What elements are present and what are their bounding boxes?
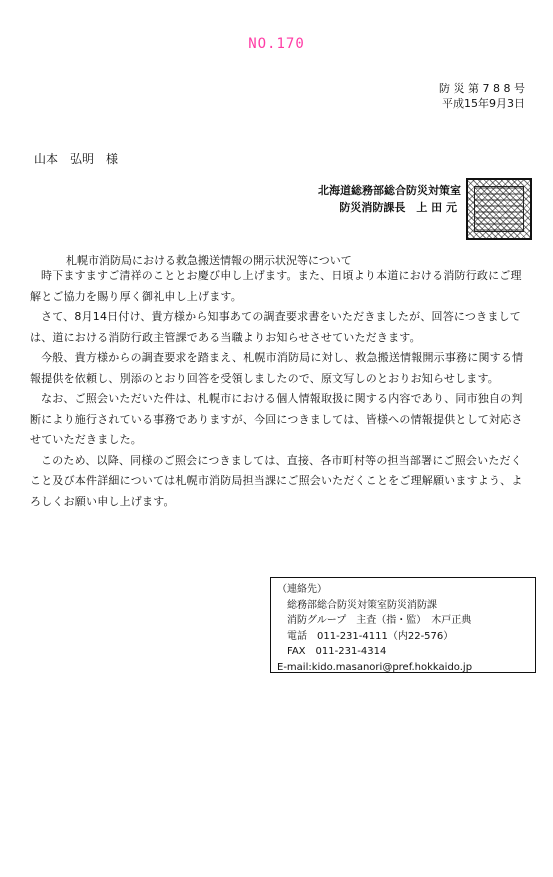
body-paragraph: 時下ますますご清祥のこととお慶び申し上げます。また、日頃より本道における消防行政にご理解とご協力を賜り厚く御礼申し上げます。 <box>30 269 522 303</box>
document-date: 平成15年9月3日 <box>442 97 525 110</box>
body-paragraph: さて、8月14日付け、貴方様から知事あての調査要求書をいただきましたが、回答につきましては、道における消防行政主管課である当職よりお知らせさせていただきます。 <box>30 310 521 344</box>
document-number: NO.170 <box>248 36 305 52</box>
letter-subject: 札幌市消防局における救急搬送情報の開示状況等について <box>66 254 352 267</box>
sender-title: 防災消防課長 上 田 元 <box>339 201 457 214</box>
contact-fax: FAX 011-231-4314 <box>287 646 387 657</box>
contact-phone: 電話 011-231-4111（内22-576） <box>287 630 454 642</box>
contact-box <box>270 577 536 673</box>
body-paragraph: なお、ご照会いただいた件は、札幌市における個人情報取扱に関する内容であり、同市独自の判断により施行されている事務でありますが、今回につきましては、皆様への情報提供として対応させていただきました。 <box>30 392 523 446</box>
recipient-name: 山本 弘明 様 <box>34 152 119 166</box>
contact-group: 消防グループ 主査（指・監） 木戸正典 <box>287 615 472 626</box>
letter-body <box>30 266 530 512</box>
contact-header: （連絡先） <box>277 584 327 595</box>
reference-number: 防 災 第 7 8 8 号 <box>439 82 525 95</box>
official-seal-stamp <box>466 178 532 240</box>
body-paragraph: このため、以降、同様のご照会につきましては、直接、各市町村等の担当部署にご照会いただくこと及び本件詳細については札幌市消防局担当課にご照会いただくことをご理解願いますよう、よろしくお願い申し上げます。 <box>30 453 523 508</box>
contact-email: E-mail:kido.masanori@pref.hokkaido.jp <box>277 661 473 673</box>
sender-organization: 北海道総務部総合防災対策室 <box>318 184 461 197</box>
contact-department: 総務部総合防災対策室防災消防課 <box>287 599 437 611</box>
body-paragraph: 今般、貴方様からの調査要求を踏まえ、札幌市消防局に対し、救急搬送情報開示事務に関する情報提供を依頼し、別添のとおり回答を受領しましたので、原文写しのとおりお知らせします。 <box>30 351 524 385</box>
